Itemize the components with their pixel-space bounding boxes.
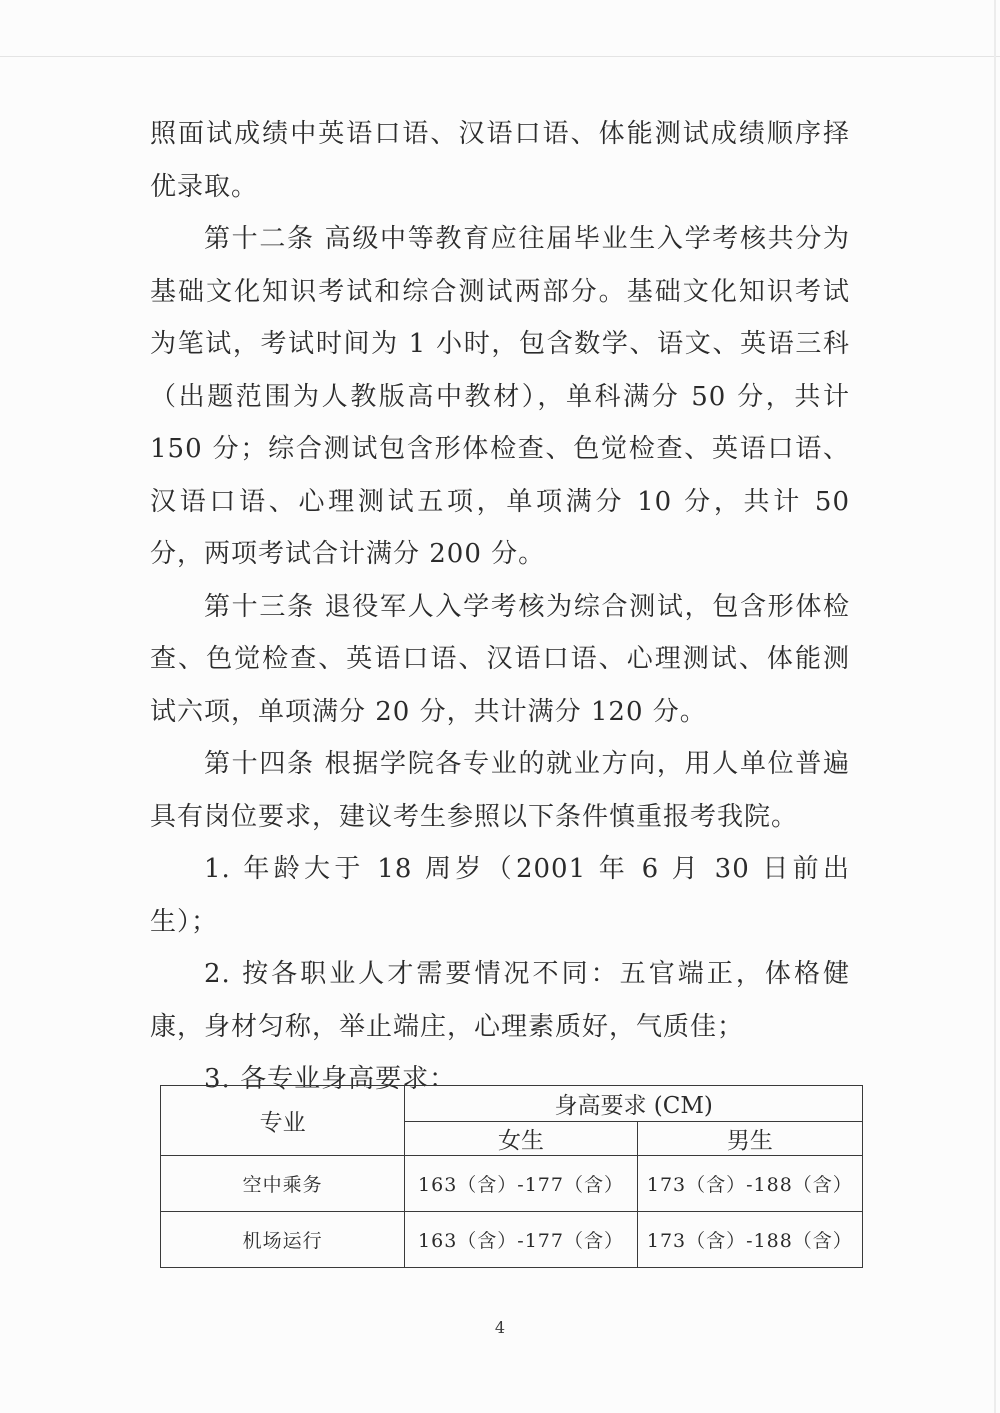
cell-female-height: 163（含）-177（含） [405, 1156, 637, 1212]
document-body [150, 108, 850, 1106]
cell-female-height: 163（含）-177（含） [405, 1212, 637, 1268]
requirement-item-3: 3. 各专业身高要求： [204, 1064, 457, 1094]
requirement-item-1: 1. 年龄大于 18 周岁（2001 年 6 月 30 日前出生）； [150, 854, 850, 937]
paragraph-article-13: 第十三条 退役军人入学考核为综合测试，包含形体检查、色觉检查、英语口语、汉语口语、心理测试、体能测试六项，单项满分 20 分，共计满分 120 分。 [150, 591, 850, 727]
header-height-requirement: 身高要求 (CM) [405, 1086, 863, 1122]
table-header-row [161, 1086, 863, 1122]
table-row [161, 1156, 863, 1212]
header-major: 专业 [161, 1086, 405, 1156]
cell-male-height: 173（含）-188（含） [637, 1156, 862, 1212]
paragraph-article-12: 第十二条 高级中等教育应往届毕业生入学考核共分为基础文化知识考试和综合测试两部分。基础文化知识考试为笔试，考试时间为 1 小时，包含数学、语文、英语三科（出题范围为人教版高中教材），单科满分 50 分，共计 150 分；综合测试包含形体检查、色觉检查、英语口语、汉语口语、心理测试五项，单项满分 10 分，共计 50 分，两项考试合计满分 200 分。 [150, 224, 850, 569]
cell-major: 空中乘务 [161, 1156, 405, 1212]
paragraph-article-14: 第十四条 根据学院各专业的就业方向，用人单位普遍具有岗位要求，建议考生参照以下条件慎重报考我院。 [150, 749, 850, 832]
height-requirement-table [160, 1085, 863, 1268]
table-row [161, 1212, 863, 1268]
requirement-item-2: 2. 按各职业人才需要情况不同：五官端正，体格健康，身材匀称，举止端庄，心理素质好，气质佳； [150, 959, 850, 1042]
header-female: 女生 [405, 1122, 637, 1156]
page-number: 4 [494, 1318, 506, 1337]
cell-male-height: 173（含）-188（含） [637, 1212, 862, 1268]
cell-major: 机场运行 [161, 1212, 405, 1268]
header-male: 男生 [637, 1122, 862, 1156]
page-right-edge [994, 0, 996, 1413]
page-top-edge [0, 56, 1000, 57]
paragraph-continuation: 照面试成绩中英语口语、汉语口语、体能测试成绩顺序择优录取。 [150, 119, 850, 202]
